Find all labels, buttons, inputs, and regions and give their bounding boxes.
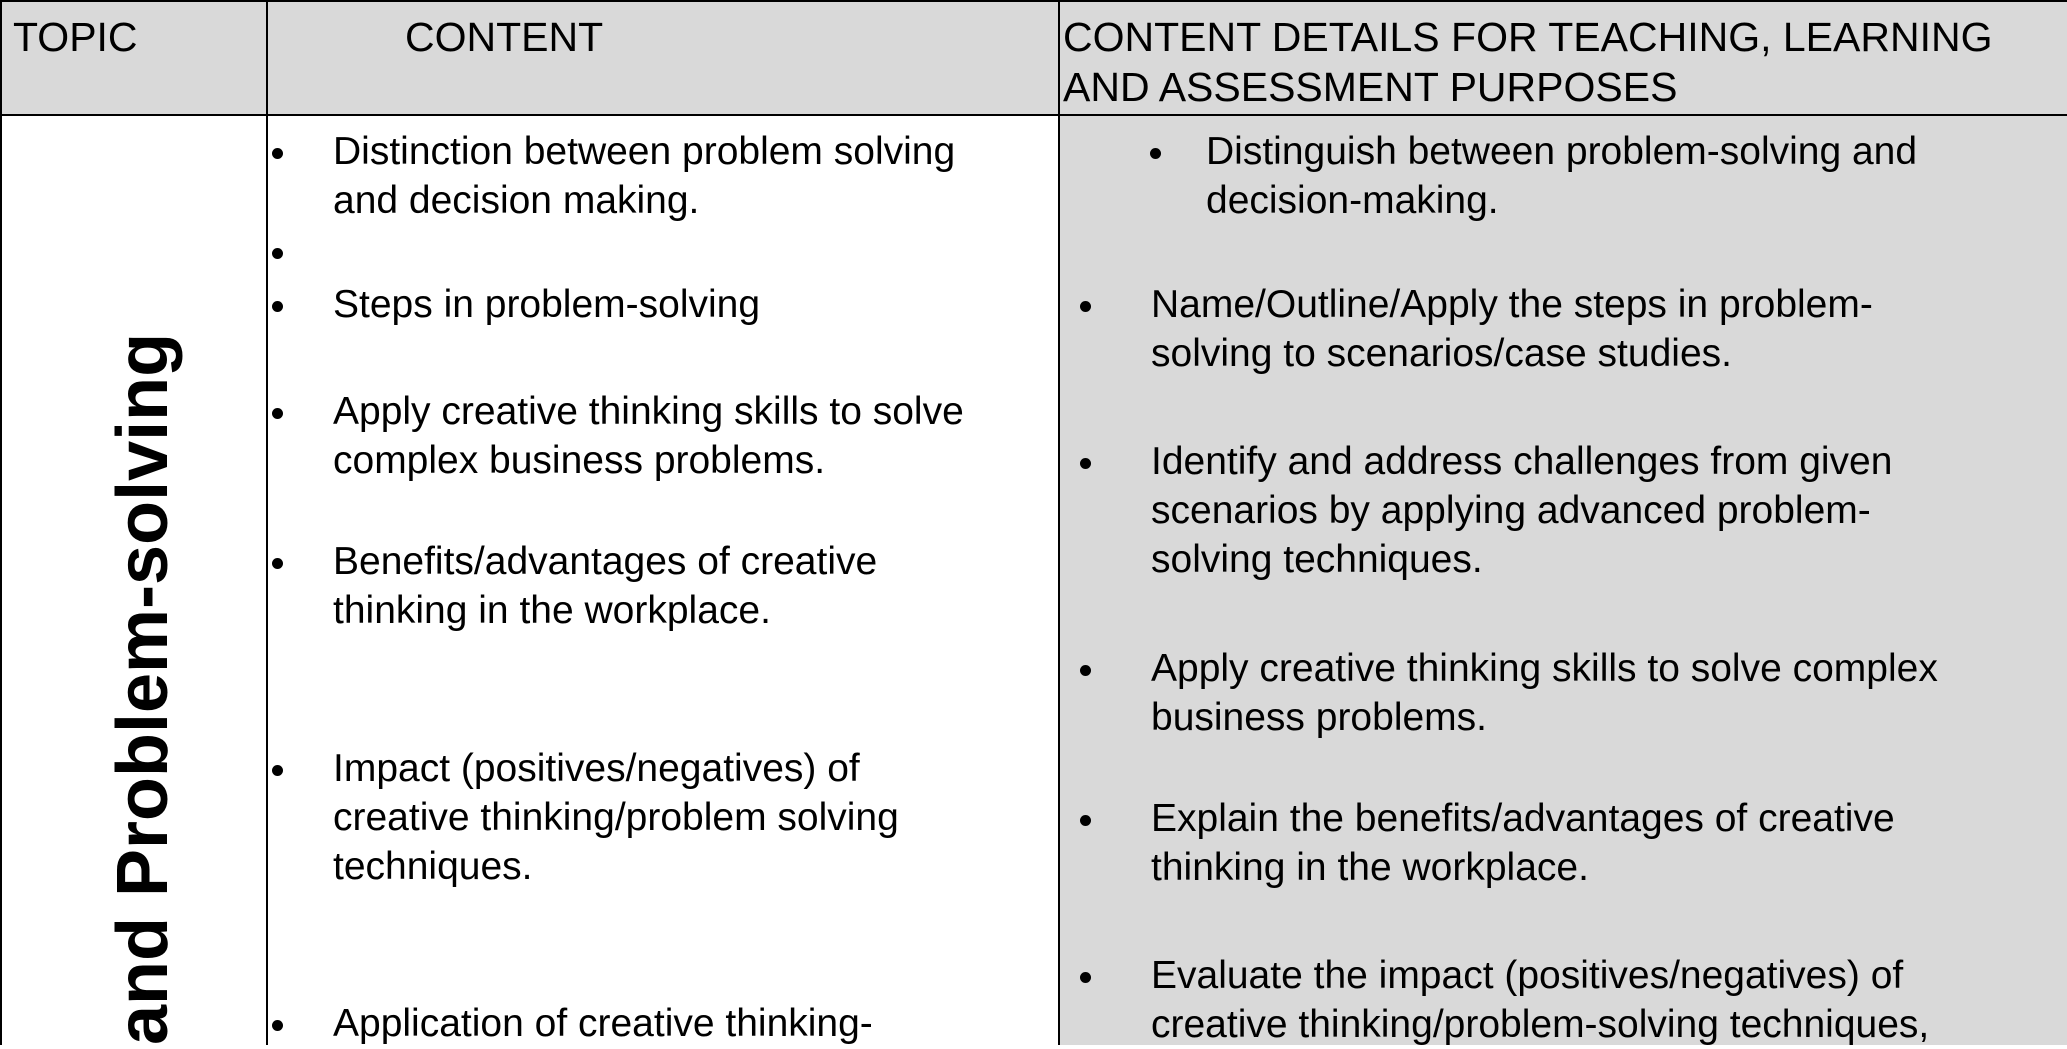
column-divider-content bbox=[1058, 0, 1060, 1045]
table-border-left bbox=[0, 0, 2, 1045]
header-content: CONTENT bbox=[405, 14, 604, 60]
content-item-2-line1: Steps in problem-solving bbox=[333, 283, 761, 326]
content-item-5-line3: techniques. bbox=[333, 845, 533, 888]
detail-item-5-line2: creative thinking/problem-solving techniques, bbox=[1151, 1003, 1930, 1046]
bullet-icon bbox=[1080, 815, 1091, 826]
header-topic: TOPIC bbox=[13, 14, 138, 60]
detail-item-2-line2: scenarios by applying advanced problem- bbox=[1151, 489, 1871, 532]
detail-item-3-line2: business problems. bbox=[1151, 696, 1487, 739]
content-item-6-line1: Application of creative thinking- bbox=[333, 1002, 873, 1045]
table-border-top bbox=[0, 0, 2067, 2]
bullet-icon bbox=[272, 408, 283, 419]
topic-cell bbox=[0, 115, 267, 1045]
content-cell bbox=[267, 115, 1059, 1045]
content-item-5-line1: Impact (positives/negatives) of bbox=[333, 747, 860, 790]
bullet-icon bbox=[1080, 665, 1091, 676]
detail-item-0-line2: decision-making. bbox=[1206, 179, 1499, 222]
content-item-4-line1: Benefits/advantages of creative bbox=[333, 540, 878, 583]
bullet-icon bbox=[1150, 148, 1161, 159]
detail-item-2-line1: Identify and address challenges from given bbox=[1151, 440, 1893, 483]
topic-label: and Problem-solving bbox=[103, 332, 183, 1045]
content-item-5-line2: creative thinking/problem solving bbox=[333, 796, 899, 839]
bullet-icon bbox=[272, 148, 283, 159]
content-item-3-line1: Apply creative thinking skills to solve bbox=[333, 390, 964, 433]
header-details-line1: CONTENT DETAILS FOR TEACHING, LEARNING bbox=[1063, 14, 1993, 60]
details-cell bbox=[1059, 115, 2067, 1045]
bullet-icon bbox=[1080, 972, 1091, 983]
header-row-divider bbox=[0, 114, 2067, 116]
detail-item-2-line3: solving techniques. bbox=[1151, 538, 1483, 581]
detail-item-4-line2: thinking in the workplace. bbox=[1151, 846, 1589, 889]
detail-item-4-line1: Explain the benefits/advantages of creative bbox=[1151, 797, 1895, 840]
content-item-3-line2: complex business problems. bbox=[333, 439, 826, 482]
column-divider-topic bbox=[266, 0, 268, 1045]
bullet-icon bbox=[272, 248, 283, 259]
detail-item-3-line1: Apply creative thinking skills to solve complex bbox=[1151, 647, 1938, 690]
bullet-icon bbox=[272, 301, 283, 312]
content-item-4-line2: thinking in the workplace. bbox=[333, 589, 771, 632]
detail-item-1-line2: solving to scenarios/case studies. bbox=[1151, 332, 1732, 375]
content-item-0-line2: and decision making. bbox=[333, 179, 700, 222]
detail-item-0-line1: Distinguish between problem-solving and bbox=[1206, 130, 1918, 173]
bullet-icon bbox=[272, 1020, 283, 1031]
bullet-icon bbox=[1080, 458, 1091, 469]
bullet-icon bbox=[1080, 301, 1091, 312]
bullet-icon bbox=[272, 558, 283, 569]
detail-item-5-line1: Evaluate the impact (positives/negatives) of bbox=[1151, 954, 1904, 997]
header-content-cell bbox=[267, 0, 1059, 115]
detail-item-1-line1: Name/Outline/Apply the steps in problem- bbox=[1151, 283, 1873, 326]
bullet-icon bbox=[272, 765, 283, 776]
header-details-line2: AND ASSESSMENT PURPOSES bbox=[1063, 64, 1678, 110]
header-topic-cell bbox=[0, 0, 267, 115]
header-details-cell bbox=[1059, 0, 2067, 115]
content-item-0-line1: Distinction between problem solving bbox=[333, 130, 956, 173]
